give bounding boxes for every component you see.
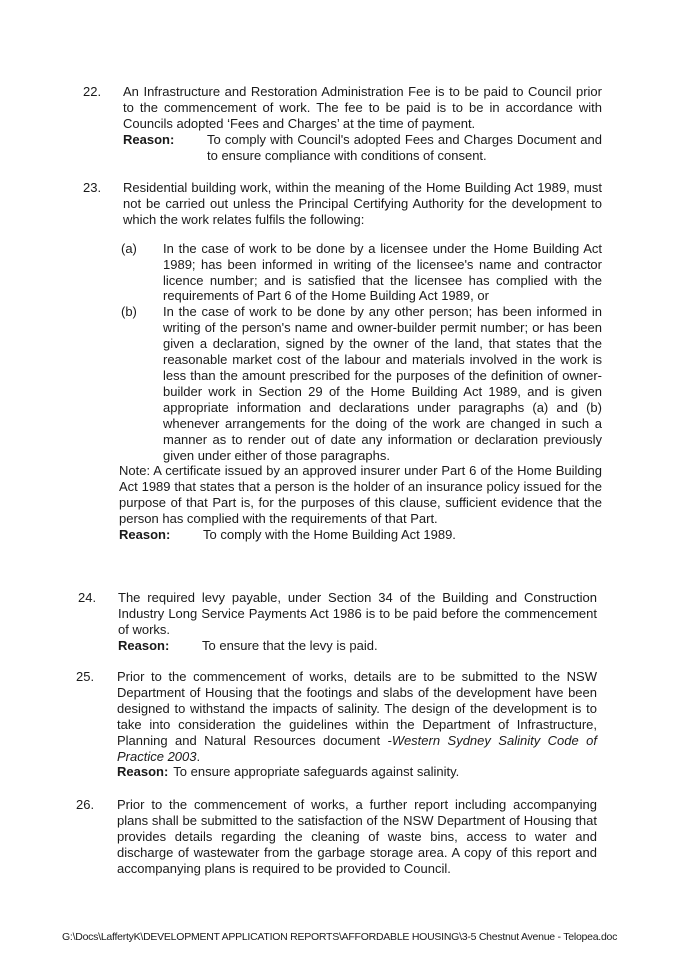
condition-number: 25. — [76, 669, 95, 684]
condition-text-end: . — [196, 748, 201, 764]
subitem-label: (a) — [121, 240, 137, 256]
subitem-label: (b) — [121, 304, 137, 320]
reason-text: To comply with the Home Building Act 1989. — [203, 527, 456, 543]
subitem-text: In the case of work to be done by any other person; has been informed in writing of the person's name and owner-builder permit number; or has been given a declaration, signed by the owner of the land, that states that the reasonable market cost of the labour and materials involved in the work is less than the amount prescribed for the purposes of the definition of owner-builder work in Section 29 of the Home Building Act 1989, and is given appropriate information and declarations under paragraphs (a) and (b) whenever arrangements for the doing of the work are changed in such a manner as to render out of date any information or declaration previously given under either of those paragraphs. — [163, 304, 602, 463]
reason-label: Reason: — [123, 131, 175, 147]
condition-text — [117, 669, 597, 764]
reason-text: To comply with Council's adopted Fees and Charges Document and to ensure compliance with conditions of consent. — [207, 131, 602, 163]
condition-number: 23. — [83, 180, 102, 195]
subitem-text: In the case of work to be done by a licensee under the Home Building Act 1989; has been informed in writing of the licensee's name and contractor licence number; and is satisfied that the licensee has complied with the requirements of Part 6 of the Home Building Act 1989, or — [163, 240, 602, 304]
condition-number: 26. — [76, 797, 95, 812]
reason-text: To ensure appropriate safeguards against salinity. — [173, 764, 460, 780]
reason — [117, 764, 597, 780]
reason-label: Reason: — [119, 527, 171, 543]
condition-number: 22. — [83, 84, 102, 99]
reason-label: Reason: — [117, 764, 169, 780]
condition-number: 24. — [78, 590, 97, 605]
reason-text: To ensure that the levy is paid. — [202, 637, 378, 653]
reason — [119, 527, 602, 543]
subitem-a — [123, 241, 602, 305]
condition-text: Residential building work, within the meaning of the Home Building Act 1989, must not be carried out unless the Principal Certifying Authority for the development to which the work relates fulfils the following: — [123, 180, 602, 227]
note: Note: A certificate issued by an approved insurer under Part 6 of the Home Building Act 1989 that states that a person is the holder of an insurance policy issued for the purpose of that Part is, for the purposes of this clause, sufficient evidence that the person has complied with the requirements of that Part. — [119, 463, 602, 527]
condition-text: An Infrastructure and Restoration Administration Fee is to be paid to Council prior to the commencement of work. The fee to be paid is to be in accordance with Councils adopted ‘Fees and Charges’ at the time of payment. — [123, 84, 602, 131]
reason — [118, 638, 597, 654]
reason-label: Reason: — [118, 637, 170, 653]
reason — [123, 132, 602, 164]
condition-text: The required levy payable, under Section 34 of the Building and Construction Industry Long Service Payments Act 1986 is to be paid before the commencement of works. — [118, 590, 597, 637]
file-path-footer: G:\Docs\LaffertyK\DEVELOPMENT APPLICATION REPORTS\AFFORDABLE HOUSING\3-5 Chestnut Avenue - Telopea.doc — [62, 931, 618, 943]
subitem-b — [123, 304, 602, 463]
condition-text: Prior to the commencement of works, a further report including accompanying plans shall be submitted to the satisfaction of the NSW Department of Housing that provides details regarding the cleaning of waste bins, access to water and discharge of wastewater from the garbage storage area. A copy of this report and accompanying plans is required to be provided to Council. — [117, 797, 597, 876]
document-title: Western Sydney Salinity Code of Practice 2003 — [117, 732, 598, 764]
condition-text-main: Prior to the commencement of works, details are to be submitted to the NSW Department of Housing that the footings and slabs of the development have been designed to withstand the impacts of salinity. The design of the development is to take into consideration the guidelines within the Department of Infrastructure, Planning and Natural Resources document - — [117, 669, 597, 748]
